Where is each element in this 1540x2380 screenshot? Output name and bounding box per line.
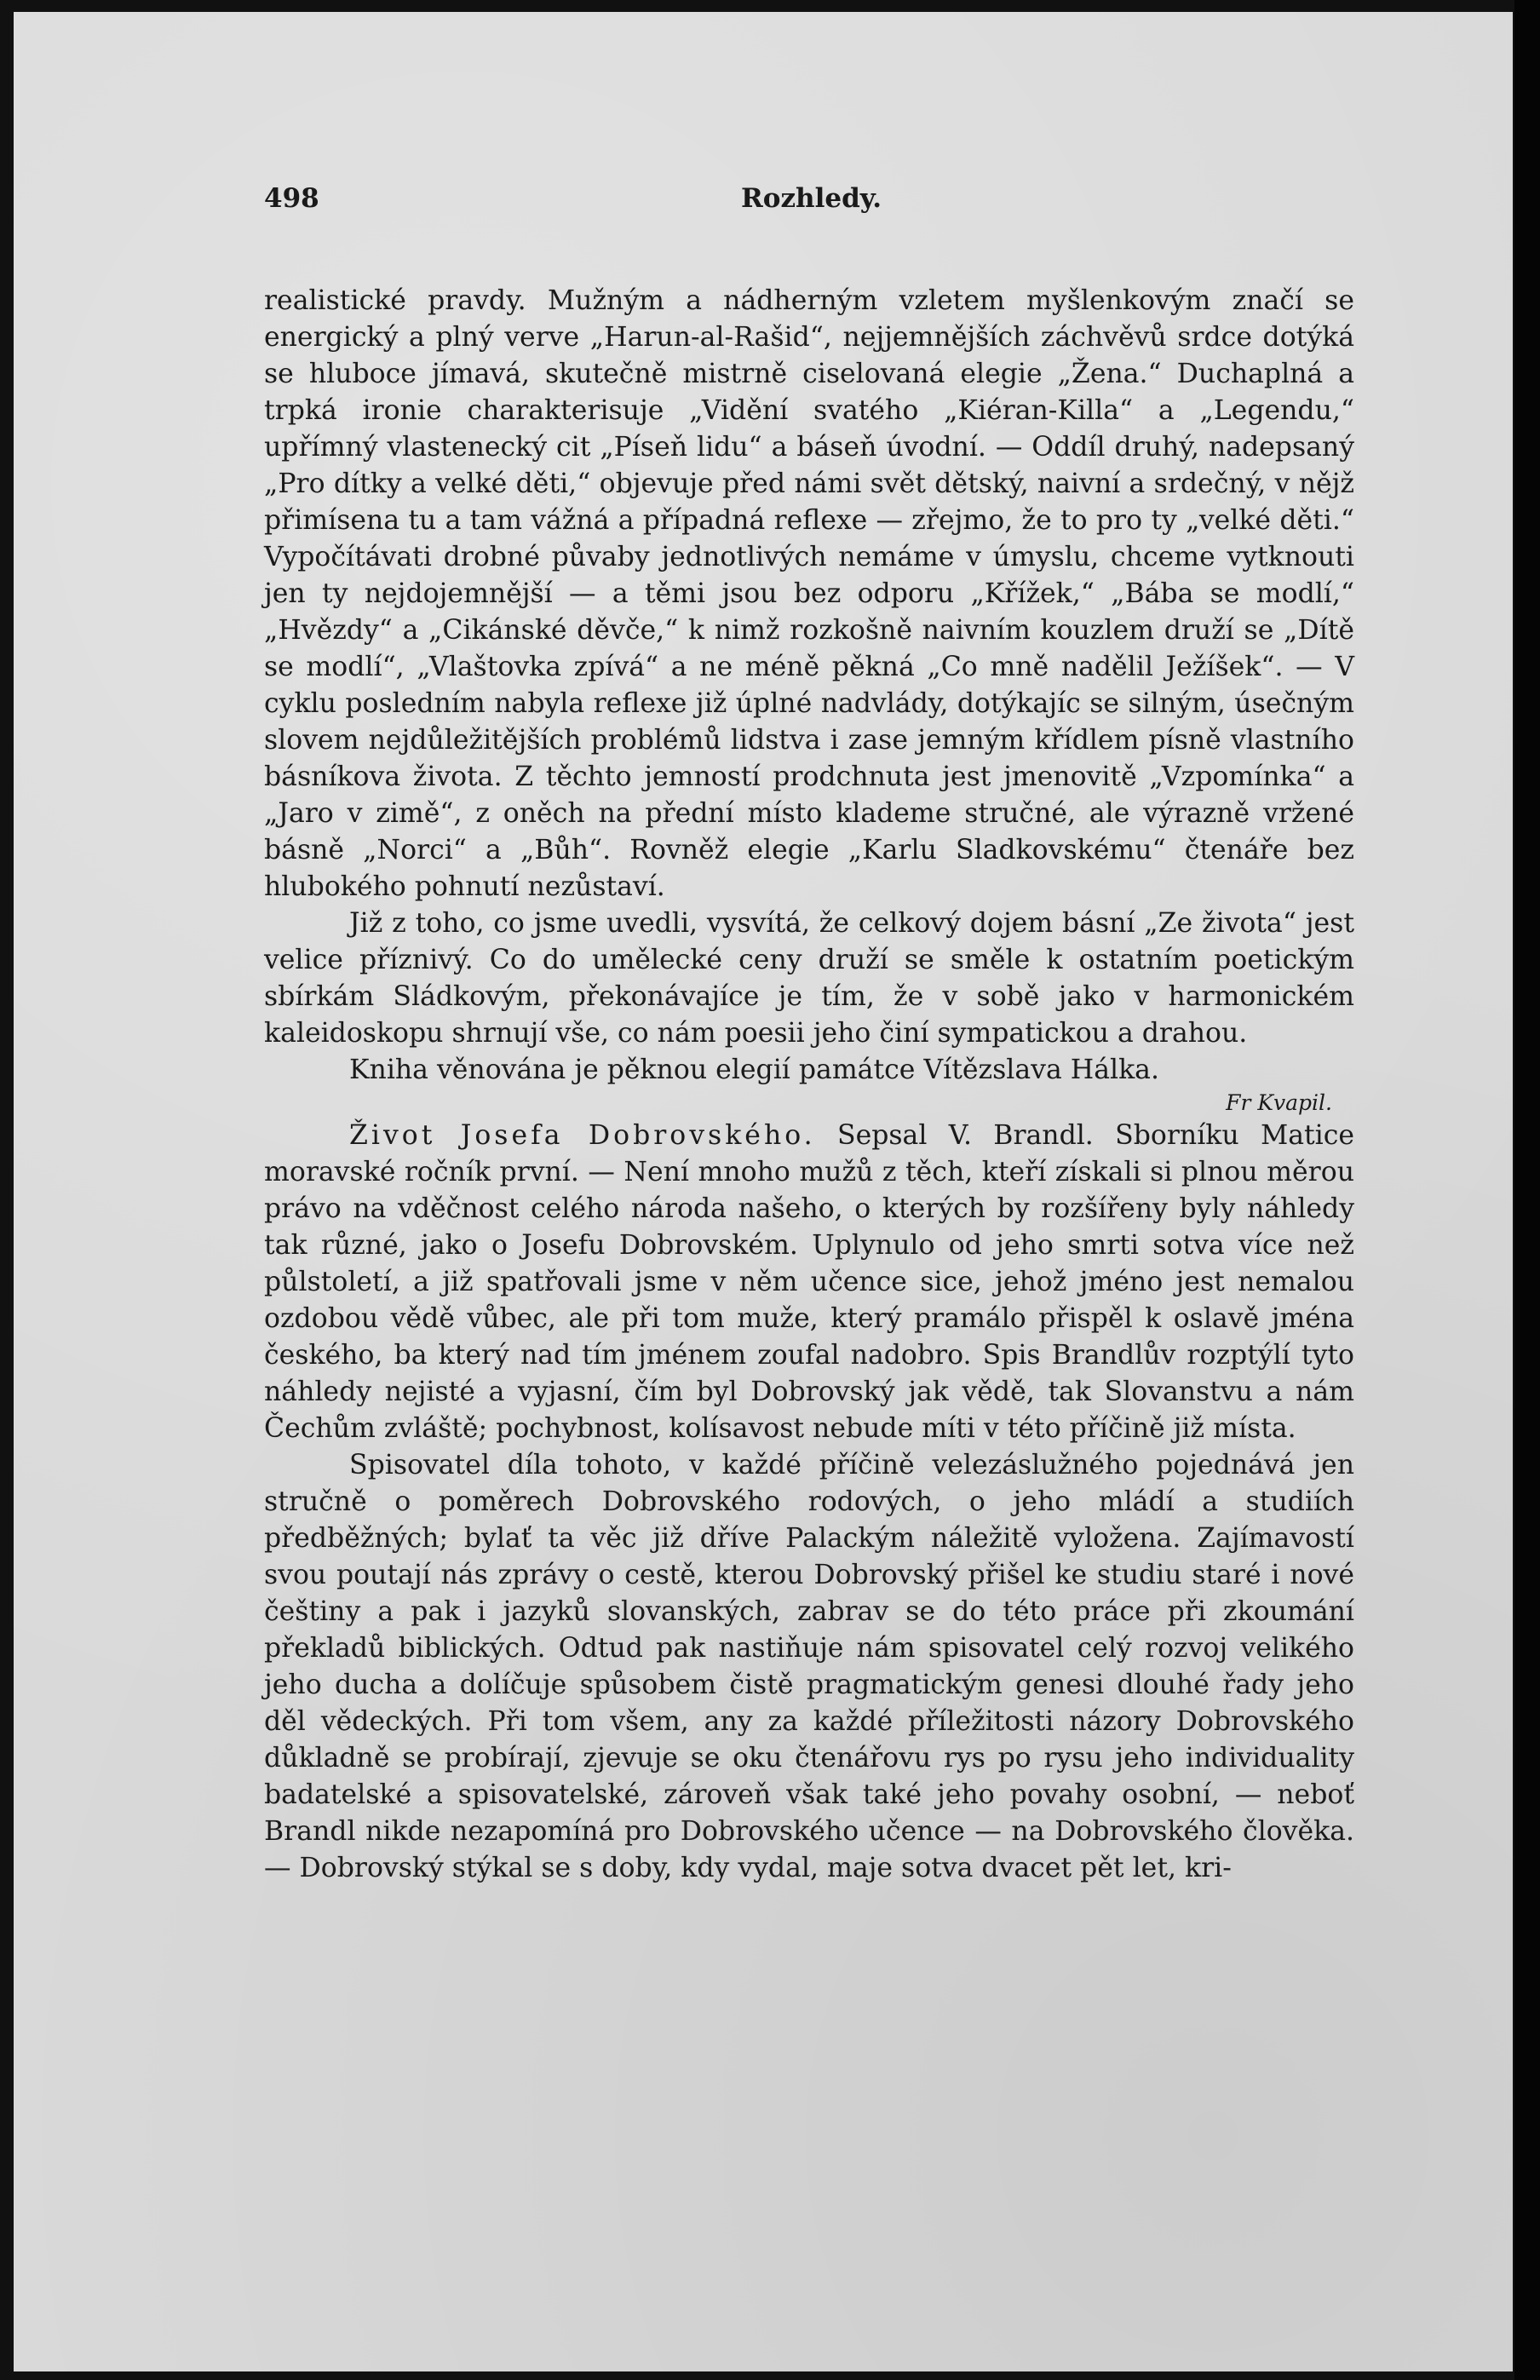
running-title: Rozhledy. (741, 183, 882, 214)
paragraph-4 (264, 1118, 1354, 1447)
page-edge-shadow (1514, 0, 1540, 2380)
paragraph-5: Spisovatel díla tohoto, v každé příčině velezáslužného pojednává jen stručně o poměrech Dobrovského rodových, o jeho mládí a studiích předběžných; bylať ta věc již dříve Palackým náležitě vyložena. Zajímavostí svou poutají nás zprávy o cestě, kterou Dobrovský přišel ke studiu staré i nové češtiny a pak i jazyků slovanských, zabrav se do této práce při zkoumání překladů biblických. Odtud pak nastiňuje nám spisovatel celý rozvoj velikého jeho ducha a dolíčuje spůsobem čistě pragmatickým genesi dlouhé řady jeho děl vědeckých. Při tom všem, any za každé příležitosti názory Dobrovského důkladně se probírají, zjevuje se oku čtenářovu rys po rysu jeho individuality badatelské a spisovatelské, zároveň však také jeho povahy osobní, — neboť Brandl nikde nezapomíná pro Dobrovského učence — na Dobrovského člověka. — Dobrovský stýkal se s doby, kdy vydal, maje sotva dvacet pět let, kri- (264, 1450, 1354, 1883)
paragraph-1: realistické pravdy. Mužným a nádherným vzletem myšlenkovým značí se energický a plný verve „Harun-al-Rašid“, nejjemnějších záchvěvů srdce dotýká se hluboce jímavá, skutečně mistrně ciselovaná elegie „Žena.“ Duchaplná a trpká ironie charakterisuje „Vidění svatého „Kiéran-Killa“ a „Legendu,“ upřímný vlastenecký cit „Píseň lidu“ a báseň úvodní. — Oddíl druhý, nadepsaný „Pro dítky a velké děti,“ objevuje před námi svět dětský, naivní a srdečný, v nějž přimísena tu a tam vážná a případná reflexe — zřejmo, že to pro ty „velké děti.“ Vypočítávati drobné půvaby jednotlivých nemáme v úmyslu, chceme vytknouti jen ty nejdojemnější — a těmi jsou bez odporu „Křížek,“ „Bába se modlí,“ „Hvězdy“ a „Cikánské děvče,“ k nimž rozkošně naivním kouzlem druží se „Dítě se modlí“, „Vlaštovka zpívá“ a ne méně pěkná „Co mně nadělil Ježíšek“. — V cyklu posledním nabyla reflexe již úplné nadvlády, dotýkajíc se silným, úsečným slovem nejdůležitějších problémů lidstva i zase jemným křídlem písně vlastního básníkova života. Z těchto jemností prodchnuta jest jmenovitě „Vzpomínka“ a „Jaro v zimě“, z oněch na přední místo klademe stručné, ale výrazně vržené básně „Norci“ a „Bůh“. Rovněž elegie „Karlu Sladkovskému“ čtenáře bez hlubokého pohnutí nezůstaví. (264, 285, 1354, 902)
paragraph-3: Kniha věnována je pěknou elegií památce Vítězslava Hálka. (349, 1055, 1159, 1085)
review-title: Život Josefa Dobrovského. (349, 1120, 816, 1151)
article-body (250, 283, 1354, 1887)
paragraph-2: Již z toho, co jsme uvedli, vysvítá, že celkový dojem básní „Ze života“ jest velice příznivý. Co do umělecké ceny druží se směle k ostatním poetickým sbírkám Sládkovým, překonávajíce je tím, že v sobě jako v harmonickém kaleidoskopu shrnují vše, co nám poesii jeho činí sympatickou a drahou. (264, 908, 1354, 1049)
author-signature: Fr Kvapil. (1226, 1090, 1332, 1115)
running-head (250, 181, 1354, 232)
page-number: 498 (264, 183, 319, 214)
paragraph-4-text: Sepsal V. Brandl. Sborníku Matice moravské ročník první. — Není mnoho mužů z těch, kteří získali si plnou měrou právo na vděčnost celého národa našeho, o kterých by rozšířeny byly náhledy tak různé, jako o Josefu Dobrovském. Uplynulo od jeho smrti sotva více než půlstoletí, a již spatřovali jsme v něm učence sice, jehož jméno jest nemalou ozdobou vědě vůbec, ale při tom muže, který pramálo přispěl k oslavě jména českého, ba který nad tím jménem zoufal nadobro. Spis Brandlův rozptýlí tyto náhledy nejisté a vyjasní, čím byl Dobrovský jak vědě, tak Slovanstvu a nám Čechům zvláště; pochybnost, kolísavost nebude míti v této příčině již místa. (264, 1120, 1355, 1444)
text-block (250, 181, 1354, 1887)
